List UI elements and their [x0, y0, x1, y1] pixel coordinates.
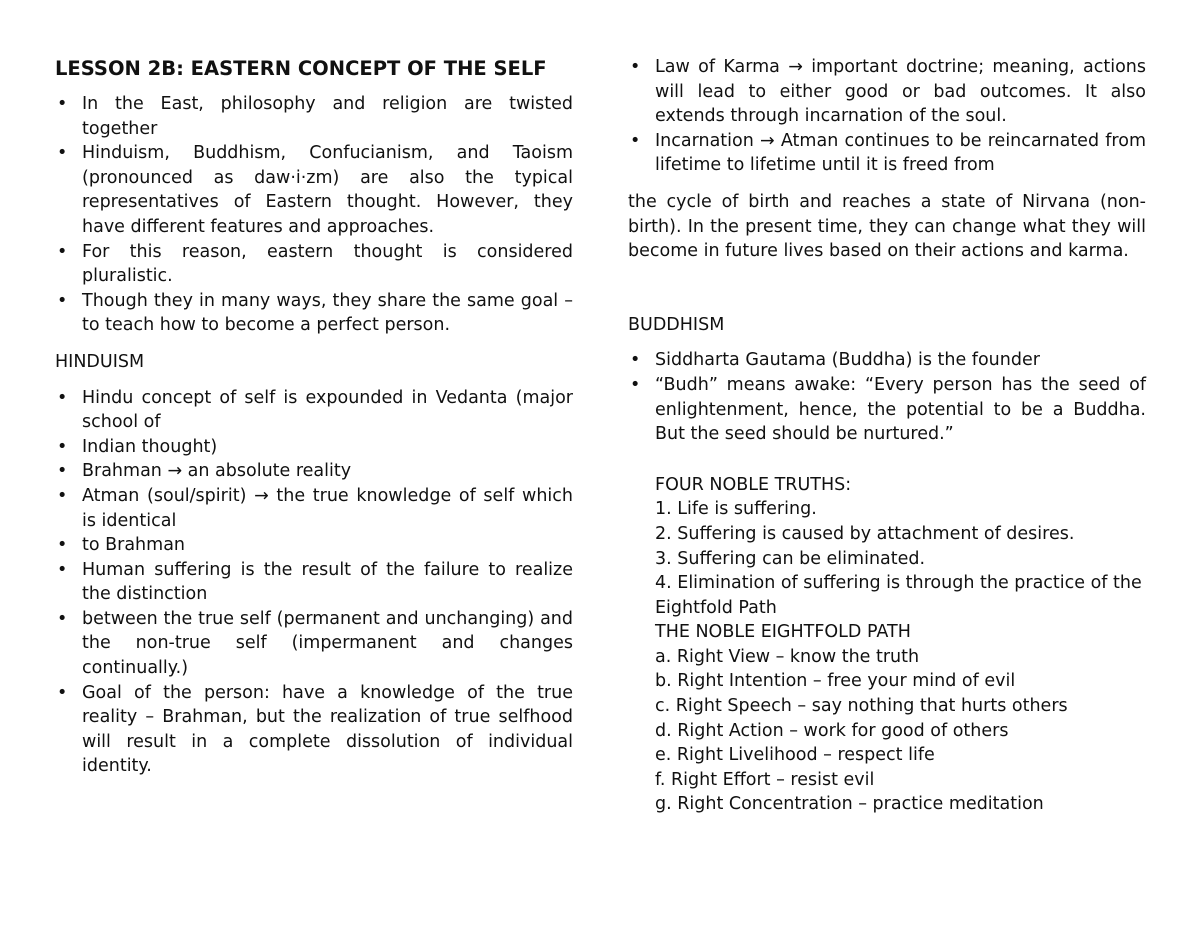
list-item: • Incarnation → Atman continues to be reincarnated from lifetime to lifetime until it is freed from	[628, 129, 1146, 178]
intro-list	[55, 92, 573, 338]
list-item: • to Brahman	[55, 533, 573, 558]
truth-item: 1. Life is suffering.	[655, 499, 817, 520]
list-item: • between the true self (permanent and unchanging) and the non-true self (impermanent and changes continually.)	[55, 607, 573, 681]
hinduism-list	[55, 386, 573, 780]
path-item: b. Right Intention – free your mind of evil	[655, 671, 1016, 692]
list-item: • Though they in many ways, they share the same goal – to teach how to become a perfect person.	[55, 289, 573, 338]
list-item: • “Budh” means awake: “Every person has the seed of enlightenment, hence, the potential to be a Buddha. But the seed should be nurtured.”	[628, 373, 1146, 447]
list-item: • In the East, philosophy and religion are twisted together	[55, 92, 573, 141]
list-item: • Hindu concept of self is expounded in Vedanta (major school of	[55, 386, 573, 435]
path-item: a. Right View – know the truth	[655, 646, 920, 667]
list-item: • Law of Karma → important doctrine; meaning, actions will lead to either good or bad outcomes. It also extends through incarnation of the soul.	[628, 55, 1146, 129]
list-item: • Goal of the person: have a knowledge of the true reality – Brahman, but the realization of true selfhood will result in a complete dissolution of individual identity.	[55, 681, 573, 779]
hinduism-heading: HINDUISM	[55, 351, 145, 372]
continuation-paragraph: the cycle of birth and reaches a state of Nirvana (non-birth). In the present time, they can change what they will become in future lives based on their actions and karma.	[628, 191, 1146, 262]
list-item: • Siddharta Gautama (Buddha) is the founder	[628, 348, 1146, 373]
list-item: • Indian thought)	[55, 435, 573, 460]
path-item: f. Right Effort – resist evil	[655, 769, 875, 790]
list-item: • Atman (soul/spirit) → the true knowledge of self which is identical	[55, 484, 573, 533]
list-item: • Hinduism, Buddhism, Confucianism, and Taoism (pronounced as daw·i·zm) are also the typical representatives of Eastern thought. However, they have different features and approaches.	[55, 141, 573, 239]
truth-item: 2. Suffering is caused by attachment of desires.	[655, 523, 1075, 544]
path-item: d. Right Action – work for good of others	[655, 720, 1009, 741]
list-item: • Human suffering is the result of the failure to realize the distinction	[55, 558, 573, 607]
right-column	[628, 55, 1146, 817]
path-item: g. Right Concentration – practice meditation	[655, 794, 1044, 815]
karma-list	[628, 55, 1146, 178]
lesson-title: LESSON 2B: EASTERN CONCEPT OF THE SELF	[55, 57, 547, 80]
list-item: • Brahman → an absolute reality	[55, 459, 573, 484]
left-column	[55, 55, 573, 779]
truths-block	[628, 473, 1146, 817]
path-item: c. Right Speech – say nothing that hurts others	[655, 696, 1068, 717]
buddhism-heading: BUDDHISM	[628, 314, 725, 335]
four-noble-truths-heading: FOUR NOBLE TRUTHS:	[655, 474, 852, 495]
truth-item: 3. Suffering can be eliminated.	[655, 548, 926, 569]
eightfold-path-heading: THE NOBLE EIGHTFOLD PATH	[655, 622, 911, 643]
path-item: e. Right Livelihood – respect life	[655, 745, 935, 766]
buddhism-list	[628, 348, 1146, 446]
truth-item: 4. Elimination of suffering is through the practice of the Eightfold Path	[655, 573, 1142, 618]
list-item: • For this reason, eastern thought is considered pluralistic.	[55, 240, 573, 289]
